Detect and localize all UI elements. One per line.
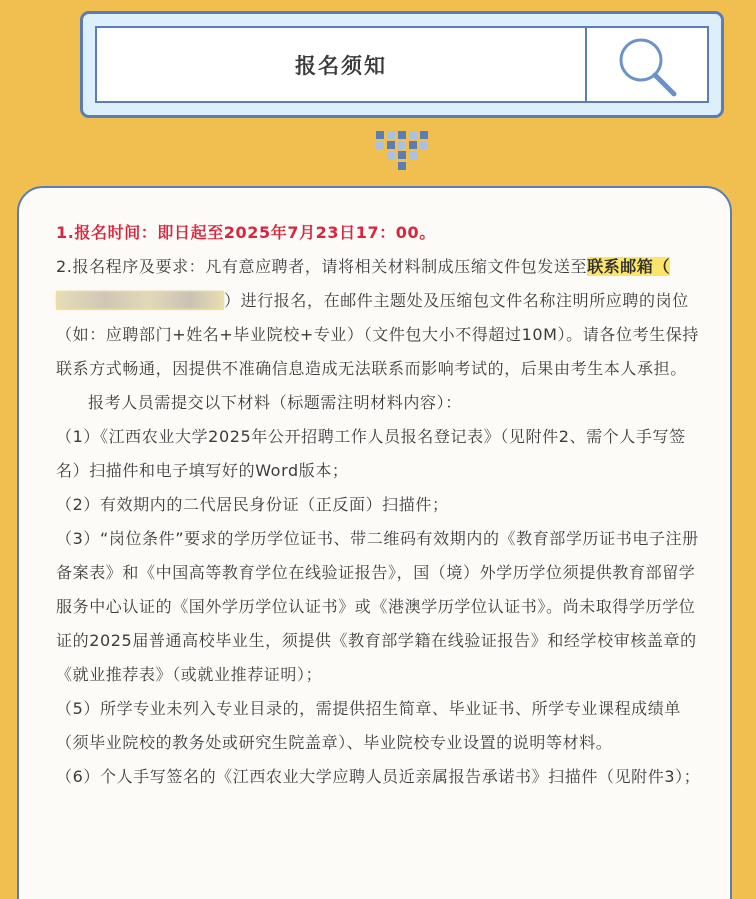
notice-content xyxy=(56,216,706,794)
magnifier-icon xyxy=(615,34,681,100)
material-1: （1）《江西农业大学2025年公开招聘工作人员报名登记表》（见附件2、需个人手写签名）扫描件和电子填写好的Word版本； xyxy=(56,427,686,480)
procedure-text-end: ）进行报名，在邮件主题处及压缩包文件名称注明所应聘的岗位（如：应聘部门+姓名+毕业院校+专业）（文件包大小不得超过10M）。请各位考生保持联系方式畅通，因提供不准确信息造成无法联系而影响考试的，后果由考生本人承担。 xyxy=(56,291,699,378)
procedure-text-start: 2.报名程序及要求：凡有意应聘者，请将相关材料制成压缩文件包发送至 xyxy=(56,257,588,276)
registration-procedure xyxy=(56,250,706,386)
title-search-inner xyxy=(95,26,709,103)
search-button[interactable] xyxy=(587,28,707,101)
registration-time: 1.报名时间：即日起至2025年7月23日17：00。 xyxy=(56,223,436,242)
material-2: （2）有效期内的二代居民身份证（正反面）扫描件； xyxy=(56,495,449,514)
notice-card xyxy=(17,186,732,899)
material-5: （5）所学专业未列入专业目录的，需提供招生简章、毕业证书、所学专业课程成绩单（须毕业院校的教务处或研究生院盖章）、毕业院校专业设置的说明等材料。 xyxy=(56,699,681,752)
contact-email-label: 联系邮箱（ xyxy=(587,257,671,276)
title-search-bar xyxy=(80,11,724,118)
material-3: （3）“岗位条件”要求的学历学位证书、带二维码有效期内的《教育部学历证书电子注册备案表》和《中国高等教育学位在线验证报告》，国（境）外学历学位须提供教育部留学服务中心认证的《国外学历学位认证书》或《港澳学历学位认证书》。尚未取得学历学位证的2025届普通高校毕业生，须提供《教育部学籍在线验证报告》和经学校审核盖章的《就业推荐表》（或就业推荐证明）； xyxy=(56,529,699,684)
pixel-chevron-down-icon xyxy=(376,131,428,171)
materials-intro: 报考人员需提交以下材料（标题需注明材料内容）： xyxy=(88,393,462,412)
page-title: 报名须知 xyxy=(97,28,587,101)
material-6: （6）个人手写签名的《江西农业大学应聘人员近亲属报告承诺书》扫描件（见附件3）； xyxy=(56,767,701,786)
redacted-email xyxy=(56,291,224,310)
